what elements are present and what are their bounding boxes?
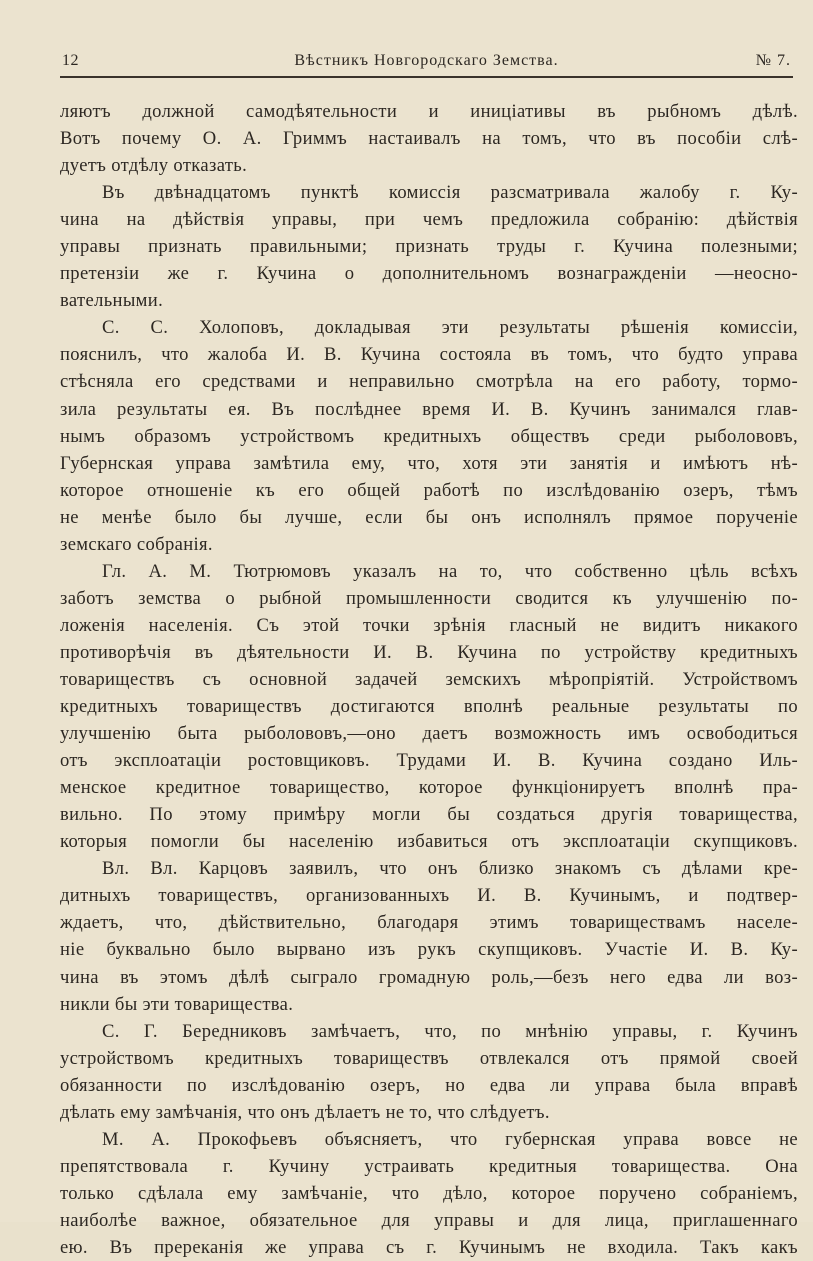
text-line: обязанности по изслѣдованію озеръ, но едва ли управа была вправѣ bbox=[60, 1074, 798, 1096]
text-line: С. Г. Бередниковъ замѣчаетъ, что, по мнѣнію управы, г. Кучинъ bbox=[102, 1020, 798, 1042]
text-line: которое отношеніе къ его общей работѣ по изслѣдованію озеръ, тѣмъ bbox=[60, 479, 798, 501]
text-line: дитныхъ товариществъ, организованныхъ И. В. Кучинымъ, и подтвер- bbox=[60, 885, 798, 907]
text-line: которыя помогли бы населенію избавиться отъ эксплоатаціи скупщиковъ. bbox=[60, 831, 798, 853]
text-line: ею. Въ пререканія же управа съ г. Кучинымъ не входила. Такъ какъ bbox=[60, 1236, 798, 1258]
text-line: Вотъ почему О. А. Гриммъ настаивалъ на томъ, что въ пособіи слѣ- bbox=[60, 128, 798, 150]
text-line: не менѣе было бы лучше, если бы онъ исполнялъ прямое порученіе bbox=[60, 506, 798, 528]
text-line: наиболѣе важное, обязательное для управы и для лица, приглашеннаго bbox=[60, 1209, 798, 1231]
text-line: менское кредитное товарищество, которое функціонируетъ вполнѣ пра- bbox=[60, 777, 798, 799]
body-text bbox=[60, 98, 798, 1261]
text-line: препятствовала г. Кучину устраивать кредитныя товарищества. Она bbox=[60, 1155, 798, 1177]
text-line: управы признать правильными; признать труды г. Кучина полезными; bbox=[60, 236, 798, 258]
text-line: ніе буквально было вырвано изъ рукъ скупщиковъ. Участіе И. В. Ку- bbox=[60, 939, 798, 961]
header-rule bbox=[60, 76, 793, 78]
text-line: чина на дѣйствія управы, при чемъ предложила собранію: дѣйствія bbox=[60, 209, 798, 231]
journal-title: Вѣстникъ Новгородскаго Земства. bbox=[294, 52, 559, 69]
text-line: улучшенію быта рыболововъ,—оно даетъ возможность имъ освободиться bbox=[60, 723, 798, 745]
text-line: стѣсняла его средствами и неправильно смотрѣла на его работу, тормо- bbox=[60, 371, 798, 393]
text-line: ложенія населенія. Съ этой точки зрѣнія гласный не видитъ никакого bbox=[60, 614, 798, 636]
issue-number: № 7. bbox=[755, 52, 791, 69]
page-number: 12 bbox=[62, 52, 79, 69]
text-line: дуетъ отдѣлу отказать. bbox=[60, 155, 248, 177]
text-line: пояснилъ, что жалоба И. В. Кучина состояла въ томъ, что будто управа bbox=[60, 344, 798, 366]
text-line: Гл. А. М. Тютрюмовъ указалъ на то, что собственно цѣль всѣхъ bbox=[102, 560, 798, 582]
text-line: зила результаты ея. Въ послѣднее время И. В. Кучинъ занимался глав- bbox=[60, 398, 798, 420]
text-line: земскаго собранія. bbox=[60, 533, 213, 555]
text-line: отъ эксплоатаціи ростовщиковъ. Трудами И. В. Кучина создано Иль- bbox=[60, 750, 798, 772]
text-line: никли бы эти товарищества. bbox=[60, 993, 294, 1015]
text-line: устройствомъ кредитныхъ товариществъ отвлекался отъ прямой своей bbox=[60, 1047, 798, 1069]
text-line: ждаетъ, что, дѣйствительно, благодаря этимъ товариществамъ населе- bbox=[60, 912, 798, 934]
text-line: М. А. Прокофьевъ объясняетъ, что губернская управа вовсе не bbox=[102, 1128, 798, 1150]
text-line: только сдѣлала ему замѣчаніе, что дѣло, которое поручено собраніемъ, bbox=[60, 1182, 798, 1204]
text-line: кредитныхъ товариществъ достигаются вполнѣ реальные результаты по bbox=[60, 696, 798, 718]
text-line: Вл. Вл. Карцовъ заявилъ, что онъ близко знакомъ съ дѣлами кре- bbox=[102, 858, 798, 880]
text-line: вильно. По этому примѣру могли бы создаться другія товарищества, bbox=[60, 804, 798, 826]
text-line: С. С. Холоповъ, докладывая эти результаты рѣшенія комиссіи, bbox=[102, 317, 798, 339]
text-line: противорѣчія въ дѣятельности И. В. Кучина по устройству кредитныхъ bbox=[60, 641, 798, 663]
text-line: Въ двѣнадцатомъ пунктѣ комиссія разсматривала жалобу г. Ку- bbox=[102, 182, 798, 204]
text-line: ляютъ должной самодѣятельности и иниціативы въ рыбномъ дѣлѣ. bbox=[60, 101, 798, 122]
running-header bbox=[62, 50, 791, 78]
text-line: чина въ этомъ дѣлѣ сыграло громадную роль,—безъ него едва ли воз- bbox=[60, 966, 798, 988]
text-line: товариществъ съ основной задачей земскихъ мѣропріятій. Устройствомъ bbox=[60, 668, 798, 690]
text-line: Губернская управа замѣтила ему, что, хотя эти занятія и имѣютъ нѣ- bbox=[60, 452, 798, 474]
text-line: дѣлать ему замѣчанія, что онъ дѣлаетъ не то, что слѣдуетъ. bbox=[60, 1101, 550, 1123]
text-line: нымъ образомъ устройствомъ кредитныхъ обществъ среди рыболововъ, bbox=[60, 425, 798, 447]
text-line: претензіи же г. Кучина о дополнительномъ вознагражденіи —неосно- bbox=[60, 263, 798, 285]
text-line: заботъ земства о рыбной промышленности сводится къ улучшенію по- bbox=[60, 587, 798, 609]
text-line: вательными. bbox=[60, 290, 164, 312]
